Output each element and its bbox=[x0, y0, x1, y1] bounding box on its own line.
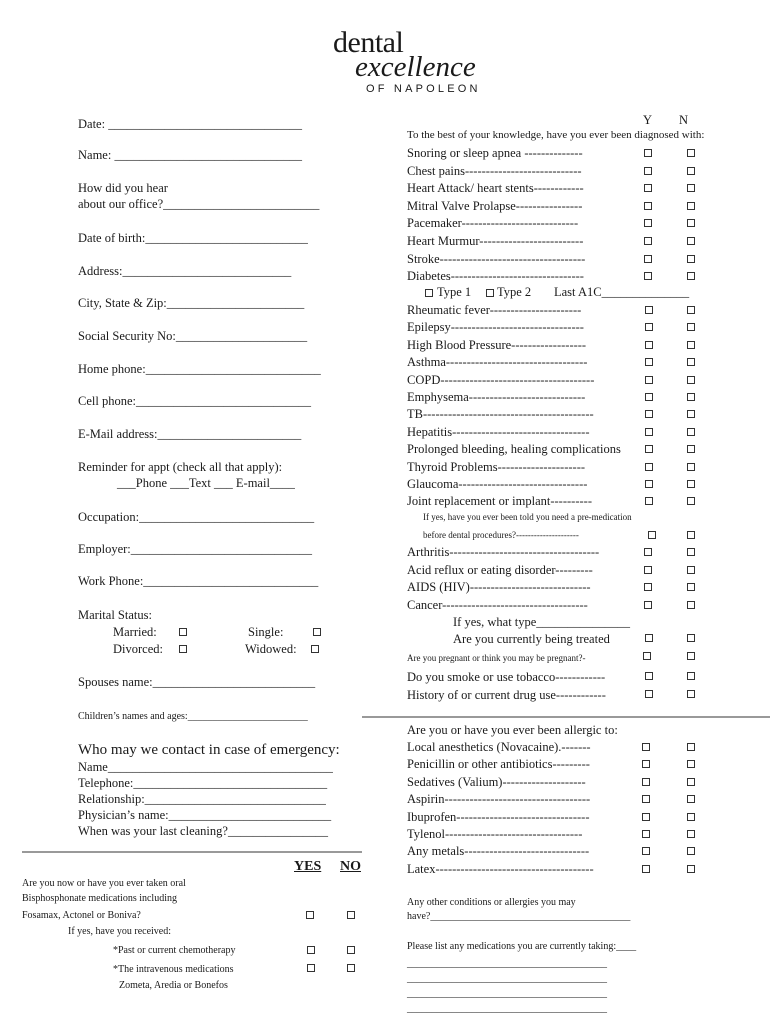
cancer-treated-n-checkbox[interactable] bbox=[687, 634, 695, 642]
a1c-field[interactable]: Last A1C______________ bbox=[554, 285, 690, 299]
medication-line[interactable]: ________________________________________ bbox=[407, 958, 607, 969]
n-checkbox[interactable] bbox=[687, 463, 695, 471]
y-checkbox[interactable] bbox=[644, 149, 652, 157]
y-checkbox[interactable] bbox=[644, 184, 652, 192]
divider-right bbox=[362, 716, 770, 718]
n-checkbox[interactable] bbox=[687, 323, 695, 331]
condition-label: Thyroid Problems--------------------- bbox=[407, 459, 586, 474]
condition-label: Arthritis------------------------------------ bbox=[407, 545, 600, 559]
single-checkbox[interactable] bbox=[313, 628, 321, 636]
divider-left bbox=[22, 851, 362, 853]
condition-label: Mitral Valve Prolapse---------------- bbox=[407, 198, 583, 213]
hear-label: How did you hear bbox=[78, 181, 168, 195]
condition-label: Pacemaker---------------------------- bbox=[407, 216, 579, 231]
dob-field[interactable]: Date of birth:__________________________ bbox=[78, 231, 308, 245]
y-checkbox[interactable] bbox=[645, 306, 653, 314]
other-conditions-field[interactable]: have?________________________________________ bbox=[407, 911, 631, 922]
premed-question: before dental procedures?--------------------- bbox=[423, 530, 579, 540]
emergency-heading: Who may we contact in case of emergency: bbox=[78, 742, 340, 758]
premed-n-checkbox[interactable] bbox=[687, 531, 695, 539]
last-cleaning-field[interactable]: When was your last cleaning?________________ bbox=[78, 824, 328, 838]
y-checkbox[interactable] bbox=[644, 272, 652, 280]
condition-label: Rheumatic fever---------------------- bbox=[407, 303, 582, 317]
type2-label: Type 2 bbox=[497, 285, 532, 299]
drug-n-checkbox[interactable] bbox=[687, 690, 695, 698]
n-checkbox[interactable] bbox=[687, 306, 695, 314]
y-checkbox[interactable] bbox=[645, 393, 653, 401]
widowed-checkbox[interactable] bbox=[311, 645, 319, 653]
logo-subtitle: OF NAPOLEON bbox=[366, 83, 481, 95]
email-field[interactable]: E-Mail address:_______________________ bbox=[78, 427, 302, 441]
n-checkbox[interactable] bbox=[687, 830, 695, 838]
divorced-label: Divorced: bbox=[113, 642, 163, 656]
bisphosphonate-yes-checkbox[interactable] bbox=[306, 911, 314, 919]
date-field[interactable]: Date: _______________________________ bbox=[78, 117, 302, 131]
condition-label: Asthma---------------------------------- bbox=[407, 355, 588, 370]
condition-label: AIDS (HIV)----------------------------- bbox=[407, 580, 591, 595]
condition-label: Joint replacement or implant---------- bbox=[407, 494, 592, 509]
pregnant-n-checkbox[interactable] bbox=[687, 652, 695, 660]
occupation-field[interactable]: Occupation:____________________________ bbox=[78, 510, 315, 524]
single-label: Single: bbox=[248, 625, 284, 639]
logo-dental: dental bbox=[333, 26, 404, 59]
n-checkbox[interactable] bbox=[687, 583, 695, 591]
spouse-field[interactable]: Spouses name:__________________________ bbox=[78, 675, 316, 689]
no-header: NO bbox=[340, 859, 361, 874]
allergy-intro: Are you or have you ever been allergic to: bbox=[407, 723, 618, 737]
emergency-telephone-field[interactable]: Telephone:_______________________________ bbox=[78, 776, 328, 790]
marital-label: Marital Status: bbox=[78, 608, 152, 622]
n-checkbox[interactable] bbox=[687, 445, 695, 453]
iv-medications-names: Zometa, Aredia or Bonefos bbox=[119, 980, 228, 991]
y-header: Y bbox=[643, 113, 653, 127]
bisphosphonate-if-yes: If yes, have you received: bbox=[68, 926, 172, 937]
medication-line[interactable]: ________________________________________ bbox=[407, 988, 607, 999]
children-field[interactable]: Children’s names and ages:________________________ bbox=[78, 711, 308, 722]
n-checkbox[interactable] bbox=[687, 760, 695, 768]
iv-medications-yes-checkbox[interactable] bbox=[307, 964, 315, 972]
n-checkbox[interactable] bbox=[687, 237, 695, 245]
married-checkbox[interactable] bbox=[179, 628, 187, 636]
condition-label: Heart Murmur------------------------- bbox=[407, 234, 584, 248]
pregnant-y-checkbox[interactable] bbox=[643, 652, 651, 660]
city-field[interactable]: City, State & Zip:______________________ bbox=[78, 296, 305, 310]
home-phone-field[interactable]: Home phone:____________________________ bbox=[78, 362, 321, 376]
chemotherapy-yes-checkbox[interactable] bbox=[307, 946, 315, 954]
name-field[interactable]: Name: ______________________________ bbox=[78, 148, 302, 162]
bisphosphonate-q1: Are you now or have you ever taken oral bbox=[22, 878, 186, 889]
y-checkbox[interactable] bbox=[642, 865, 650, 873]
chemotherapy-label: *Past or current chemotherapy bbox=[113, 945, 236, 956]
n-checkbox[interactable] bbox=[687, 865, 695, 873]
n-checkbox[interactable] bbox=[687, 219, 695, 227]
condition-label: TB----------------------------------------- bbox=[407, 407, 594, 422]
condition-label: Aspirin----------------------------------- bbox=[407, 792, 591, 807]
y-checkbox[interactable] bbox=[642, 847, 650, 855]
condition-label: Epilepsy-------------------------------- bbox=[407, 320, 584, 335]
y-checkbox[interactable] bbox=[644, 566, 652, 574]
n-checkbox[interactable] bbox=[687, 272, 695, 280]
condition-label: Stroke----------------------------------- bbox=[407, 251, 586, 266]
n-checkbox[interactable] bbox=[687, 548, 695, 556]
logo-excellence: excellence bbox=[355, 51, 476, 83]
n-checkbox[interactable] bbox=[687, 202, 695, 210]
condition-label: Any metals------------------------------ bbox=[407, 844, 590, 859]
n-checkbox[interactable] bbox=[687, 410, 695, 418]
condition-label: Penicillin or other antibiotics--------- bbox=[407, 757, 590, 772]
y-checkbox[interactable] bbox=[645, 445, 653, 453]
y-checkbox[interactable] bbox=[645, 323, 653, 331]
physician-field[interactable]: Physician’s name:__________________________ bbox=[78, 808, 332, 822]
address-field[interactable]: Address:___________________________ bbox=[78, 264, 292, 278]
condition-label: Diabetes-------------------------------- bbox=[407, 269, 584, 284]
y-checkbox[interactable] bbox=[645, 358, 653, 366]
bisphosphonate-q2: Bisphosphonate medications including bbox=[22, 893, 177, 904]
y-checkbox[interactable] bbox=[644, 237, 652, 245]
condition-label: High Blood Pressure------------------ bbox=[407, 337, 587, 352]
n-checkbox[interactable] bbox=[687, 847, 695, 855]
cancer-treated-label: Are you currently being treated bbox=[453, 632, 610, 646]
premed-y-checkbox[interactable] bbox=[648, 531, 656, 539]
type1-checkbox[interactable] bbox=[425, 289, 433, 297]
y-checkbox[interactable] bbox=[645, 428, 653, 436]
n-checkbox[interactable] bbox=[687, 167, 695, 175]
condition-label: Tylenol--------------------------------- bbox=[407, 827, 583, 841]
condition-label: Snoring or sleep apnea -------------- bbox=[407, 146, 583, 160]
iv-medications-label: *The intravenous medications bbox=[113, 964, 234, 975]
medication-line[interactable]: ________________________________________ bbox=[407, 973, 607, 984]
condition-label: Glaucoma------------------------------- bbox=[407, 477, 588, 491]
n-checkbox[interactable] bbox=[687, 566, 695, 574]
y-checkbox[interactable] bbox=[642, 743, 650, 751]
y-checkbox[interactable] bbox=[642, 795, 650, 803]
y-checkbox[interactable] bbox=[645, 463, 653, 471]
y-checkbox[interactable] bbox=[645, 497, 653, 505]
n-checkbox[interactable] bbox=[687, 428, 695, 436]
condition-label: Emphysema---------------------------- bbox=[407, 390, 586, 404]
condition-label: Latex-------------------------------------- bbox=[407, 861, 594, 876]
tobacco-y-checkbox[interactable] bbox=[645, 672, 653, 680]
type1-label: Type 1 bbox=[437, 285, 472, 299]
y-checkbox[interactable] bbox=[645, 410, 653, 418]
n-checkbox[interactable] bbox=[687, 149, 695, 157]
y-checkbox[interactable] bbox=[644, 255, 652, 263]
type2-checkbox[interactable] bbox=[486, 289, 494, 297]
tobacco-n-checkbox[interactable] bbox=[687, 672, 695, 680]
n-checkbox[interactable] bbox=[687, 778, 695, 786]
condition-label: Acid reflux or eating disorder--------- bbox=[407, 562, 593, 577]
n-checkbox[interactable] bbox=[687, 813, 695, 821]
n-checkbox[interactable] bbox=[687, 480, 695, 488]
reminder-label: Reminder for appt (check all that apply): bbox=[78, 460, 283, 474]
widowed-label: Widowed: bbox=[245, 642, 297, 656]
married-label: Married: bbox=[113, 625, 157, 639]
y-checkbox[interactable] bbox=[642, 830, 650, 838]
y-checkbox[interactable] bbox=[642, 813, 650, 821]
condition-label: Local anesthetics (Novacaine).------- bbox=[407, 740, 591, 754]
other-conditions-label: Any other conditions or allergies you may bbox=[407, 897, 576, 908]
premed-note: If yes, have you ever been told you need a pre-medication bbox=[423, 512, 632, 522]
condition-label: Heart Attack/ heart stents------------ bbox=[407, 181, 584, 196]
bisphosphonate-q3: Fosamax, Actonel or Boniva? bbox=[22, 910, 141, 921]
work-phone-field[interactable]: Work Phone:____________________________ bbox=[78, 574, 319, 588]
y-checkbox[interactable] bbox=[645, 341, 653, 349]
condition-label: Ibuprofen-------------------------------- bbox=[407, 809, 590, 824]
iv-medications-no-checkbox[interactable] bbox=[347, 964, 355, 972]
medications-label: Please list any medications you are currently taking:____ bbox=[407, 941, 637, 952]
n-checkbox[interactable] bbox=[687, 601, 695, 609]
condition-label: Hepatitis--------------------------------- bbox=[407, 424, 590, 439]
condition-label: Prolonged bleeding, healing complications bbox=[407, 442, 621, 457]
tobacco-label: Do you smoke or use tobacco------------ bbox=[407, 670, 606, 684]
hear-field[interactable]: about our office?_________________________ bbox=[78, 197, 320, 211]
n-checkbox[interactable] bbox=[687, 358, 695, 366]
y-checkbox[interactable] bbox=[644, 202, 652, 210]
condition-label: Chest pains---------------------------- bbox=[407, 163, 582, 178]
cancer-type-field[interactable]: If yes, what type_______________ bbox=[453, 615, 631, 629]
ssn-field[interactable]: Social Security No:_____________________ bbox=[78, 329, 308, 343]
condition-label: COPD------------------------------------- bbox=[407, 372, 595, 387]
n-checkbox[interactable] bbox=[687, 497, 695, 505]
y-checkbox[interactable] bbox=[644, 167, 652, 175]
n-checkbox[interactable] bbox=[687, 184, 695, 192]
cancer-treated-y-checkbox[interactable] bbox=[645, 634, 653, 642]
divorced-checkbox[interactable] bbox=[179, 645, 187, 653]
medication-line[interactable]: ________________________________________ bbox=[407, 1003, 607, 1014]
n-checkbox[interactable] bbox=[687, 795, 695, 803]
y-checkbox[interactable] bbox=[645, 480, 653, 488]
diagnosed-intro: To the best of your knowledge, have you ever been diagnosed with: bbox=[407, 129, 705, 141]
chemotherapy-no-checkbox[interactable] bbox=[347, 946, 355, 954]
yes-header: YES bbox=[294, 859, 322, 874]
y-checkbox[interactable] bbox=[645, 376, 653, 384]
n-checkbox[interactable] bbox=[687, 255, 695, 263]
condition-label: Cancer----------------------------------- bbox=[407, 597, 588, 612]
emergency-relationship-field[interactable]: Relationship:_____________________________ bbox=[78, 792, 326, 806]
n-checkbox[interactable] bbox=[687, 376, 695, 384]
reminder-options[interactable]: ___Phone ___Text ___ E-mail____ bbox=[117, 476, 295, 490]
y-checkbox[interactable] bbox=[644, 601, 652, 609]
bisphosphonate-no-checkbox[interactable] bbox=[347, 911, 355, 919]
n-checkbox[interactable] bbox=[687, 393, 695, 401]
y-checkbox[interactable] bbox=[644, 548, 652, 556]
y-checkbox[interactable] bbox=[642, 760, 650, 768]
n-header: N bbox=[679, 113, 689, 127]
y-checkbox[interactable] bbox=[644, 219, 652, 227]
drug-label: History of or current drug use------------ bbox=[407, 688, 606, 702]
drug-y-checkbox[interactable] bbox=[645, 690, 653, 698]
n-checkbox[interactable] bbox=[687, 743, 695, 751]
cell-phone-field[interactable]: Cell phone:____________________________ bbox=[78, 394, 311, 408]
y-checkbox[interactable] bbox=[644, 583, 652, 591]
emergency-name-field[interactable]: Name____________________________________ bbox=[78, 760, 333, 774]
pregnant-label: Are you pregnant or think you may be pregnant?- bbox=[407, 653, 586, 663]
n-checkbox[interactable] bbox=[687, 341, 695, 349]
condition-label: Sedatives (Valium)-------------------- bbox=[407, 774, 586, 789]
employer-field[interactable]: Employer:_____________________________ bbox=[78, 542, 313, 556]
y-checkbox[interactable] bbox=[642, 778, 650, 786]
